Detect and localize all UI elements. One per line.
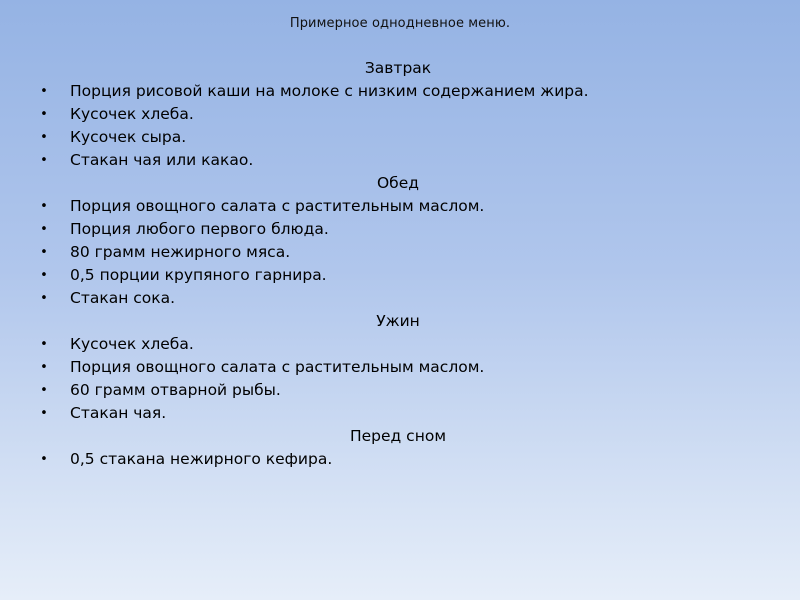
bullet-icon: • bbox=[40, 199, 48, 214]
list-item-text: Порция рисовой каши на молоке с низким содержанием жира. bbox=[70, 82, 589, 100]
list-item-text: 60 грамм отварной рыбы. bbox=[70, 381, 281, 399]
list-item bbox=[38, 379, 758, 402]
list-item bbox=[38, 218, 758, 241]
bullet-icon: • bbox=[40, 153, 48, 168]
bullet-icon: • bbox=[40, 268, 48, 283]
bullet-icon: • bbox=[40, 337, 48, 352]
list-item-text: Кусочек хлеба. bbox=[70, 335, 194, 353]
list-item bbox=[38, 264, 758, 287]
section-heading-lunch: Обед bbox=[376, 174, 419, 192]
breakfast-list bbox=[38, 80, 758, 172]
section-heading-dinner: Ужин bbox=[376, 312, 420, 330]
list-item bbox=[38, 402, 758, 425]
list-item bbox=[38, 126, 758, 149]
list-item bbox=[38, 356, 758, 379]
list-item-text: Порция овощного салата с растительным маслом. bbox=[70, 197, 485, 215]
list-item-text: Стакан чая или какао. bbox=[70, 151, 254, 169]
list-item bbox=[38, 149, 758, 172]
bullet-icon: • bbox=[40, 383, 48, 398]
list-item-text: Стакан сока. bbox=[70, 289, 176, 307]
list-item bbox=[38, 80, 758, 103]
bullet-icon: • bbox=[40, 222, 48, 237]
dinner-list bbox=[38, 333, 758, 425]
list-item-text: Стакан чая. bbox=[70, 404, 167, 422]
list-item bbox=[38, 103, 758, 126]
list-item-text: Порция любого первого блюда. bbox=[70, 220, 329, 238]
list-item bbox=[38, 448, 758, 471]
bullet-icon: • bbox=[40, 406, 48, 421]
section-heading-before-sleep: Перед сном bbox=[349, 427, 447, 445]
bullet-icon: • bbox=[40, 360, 48, 375]
bullet-icon: • bbox=[40, 291, 48, 306]
menu-content bbox=[38, 57, 758, 471]
list-item-text: Кусочек хлеба. bbox=[70, 105, 194, 123]
bullet-icon: • bbox=[40, 130, 48, 145]
list-item-text: 0,5 порции крупяного гарнира. bbox=[70, 266, 327, 284]
list-item bbox=[38, 241, 758, 264]
before-sleep-list bbox=[38, 448, 758, 471]
list-item-text: Кусочек сыра. bbox=[70, 128, 187, 146]
lunch-list bbox=[38, 195, 758, 310]
list-item-text: 0,5 стакана нежирного кефира. bbox=[70, 450, 333, 468]
list-item-text: Порция овощного салата с растительным маслом. bbox=[70, 358, 485, 376]
list-item bbox=[38, 333, 758, 356]
section-heading-breakfast: Завтрак bbox=[364, 59, 432, 77]
list-item-text: 80 грамм нежирного мяса. bbox=[70, 243, 291, 261]
slide-title: Примерное однодневное меню. bbox=[289, 16, 511, 31]
bullet-icon: • bbox=[40, 107, 48, 122]
list-item bbox=[38, 195, 758, 218]
bullet-icon: • bbox=[40, 84, 48, 99]
bullet-icon: • bbox=[40, 452, 48, 467]
bullet-icon: • bbox=[40, 245, 48, 260]
list-item bbox=[38, 287, 758, 310]
